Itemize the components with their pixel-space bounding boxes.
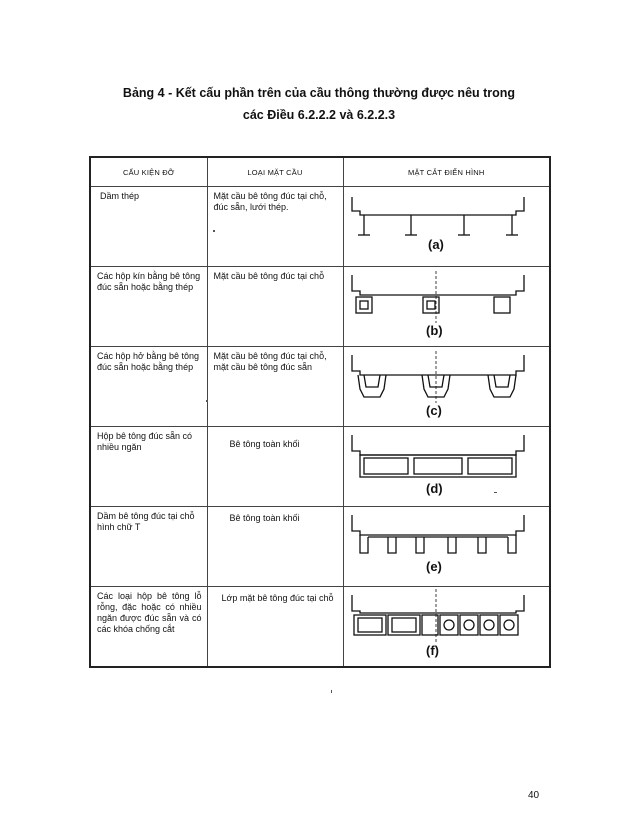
section-diagram-closed-boxes xyxy=(344,267,551,346)
deck-type-cell xyxy=(207,267,343,347)
table-header-row xyxy=(90,157,550,187)
support-component-cell xyxy=(90,267,207,347)
deck-type-cell xyxy=(207,187,343,267)
support-component-cell xyxy=(90,427,207,507)
table-row xyxy=(90,587,550,668)
section-diagram-voided-slabs xyxy=(344,587,551,666)
table-title-line-1: Bảng 4 - Kết cấu phần trên của cầu thông thường được nêu trong xyxy=(122,86,516,100)
deck-type-text: Mặt cầu bê tông đúc tại chỗ xyxy=(213,271,325,281)
section-diagram-t-beams xyxy=(344,507,551,586)
section-diagram-cell xyxy=(343,267,550,347)
header-deck-type: LOẠI MẶT CẦU xyxy=(207,157,343,187)
table-row xyxy=(90,267,550,347)
support-component-cell xyxy=(90,587,207,668)
deck-type-cell xyxy=(207,587,343,668)
section-diagram-cell xyxy=(343,507,550,587)
support-component-text: Các hộp kín bằng bê tông đúc sẵn hoặc bằng thép xyxy=(97,271,201,292)
support-component-text: Dầm bê tông đúc tại chỗ hình chữ T xyxy=(97,511,195,532)
support-component-text: Các hộp hở bằng bê tông đúc sẵn hoặc bằng thép xyxy=(97,351,199,372)
bridge-superstructure-table xyxy=(89,156,551,668)
header-support-component: CẤU KIỆN ĐỠ xyxy=(90,157,207,187)
diagram-label: (b) xyxy=(425,323,443,338)
support-component-cell xyxy=(90,507,207,587)
scan-speck xyxy=(213,230,215,232)
support-component-cell xyxy=(90,187,207,267)
table-row xyxy=(90,427,550,507)
deck-type-cell xyxy=(207,347,343,427)
section-diagram-cell xyxy=(343,187,550,267)
support-component-text: Dầm thép xyxy=(100,191,140,201)
section-diagram-multicell-box xyxy=(344,427,551,506)
deck-type-text: Bê tông toàn khối xyxy=(229,439,300,449)
deck-type-cell xyxy=(207,507,343,587)
deck-type-text: Bê tông toàn khối xyxy=(229,513,300,523)
deck-type-text: Mặt cầu bê tông đúc tại chỗ, mặt cầu bê tông đúc sẵn xyxy=(213,351,327,372)
diagram-label: (e) xyxy=(425,559,442,574)
support-component-text: Hộp bê tông đúc sẵn có nhiều ngăn xyxy=(97,431,193,452)
scan-speck xyxy=(331,690,332,693)
table-title-line-2: các Điều 6.2.2.2 và 6.2.2.3 xyxy=(242,108,396,122)
header-typical-section: MẶT CẮT ĐIỂN HÌNH xyxy=(343,157,550,187)
table-row xyxy=(90,347,550,427)
page-number: 40 xyxy=(528,790,540,801)
table-row xyxy=(90,507,550,587)
section-diagram-steel-girders xyxy=(344,187,551,266)
deck-type-text: Mặt cầu bê tông đúc tại chỗ, đúc sẵn, lưới thép. xyxy=(213,191,327,212)
support-component-text: Các loại hộp bê tông lỗ rỗng, đặc hoặc có nhiều ngăn được đúc sẵn và có các khóa chống cắt xyxy=(97,591,202,634)
deck-type-text: Lớp mặt bê tông đúc tại chỗ xyxy=(221,593,334,603)
section-diagram-cell xyxy=(343,427,550,507)
scan-speck xyxy=(206,400,208,402)
deck-type-cell xyxy=(207,427,343,507)
diagram-label: (c) xyxy=(425,403,442,418)
table-row xyxy=(90,187,550,267)
section-diagram-open-boxes xyxy=(344,347,551,426)
diagram-label: (a) xyxy=(427,237,444,252)
diagram-label: (f) xyxy=(425,643,439,658)
section-diagram-cell xyxy=(343,587,550,668)
support-component-cell xyxy=(90,347,207,427)
scan-speck xyxy=(494,492,497,493)
section-diagram-cell xyxy=(343,347,550,427)
diagram-label: (d) xyxy=(425,481,443,496)
